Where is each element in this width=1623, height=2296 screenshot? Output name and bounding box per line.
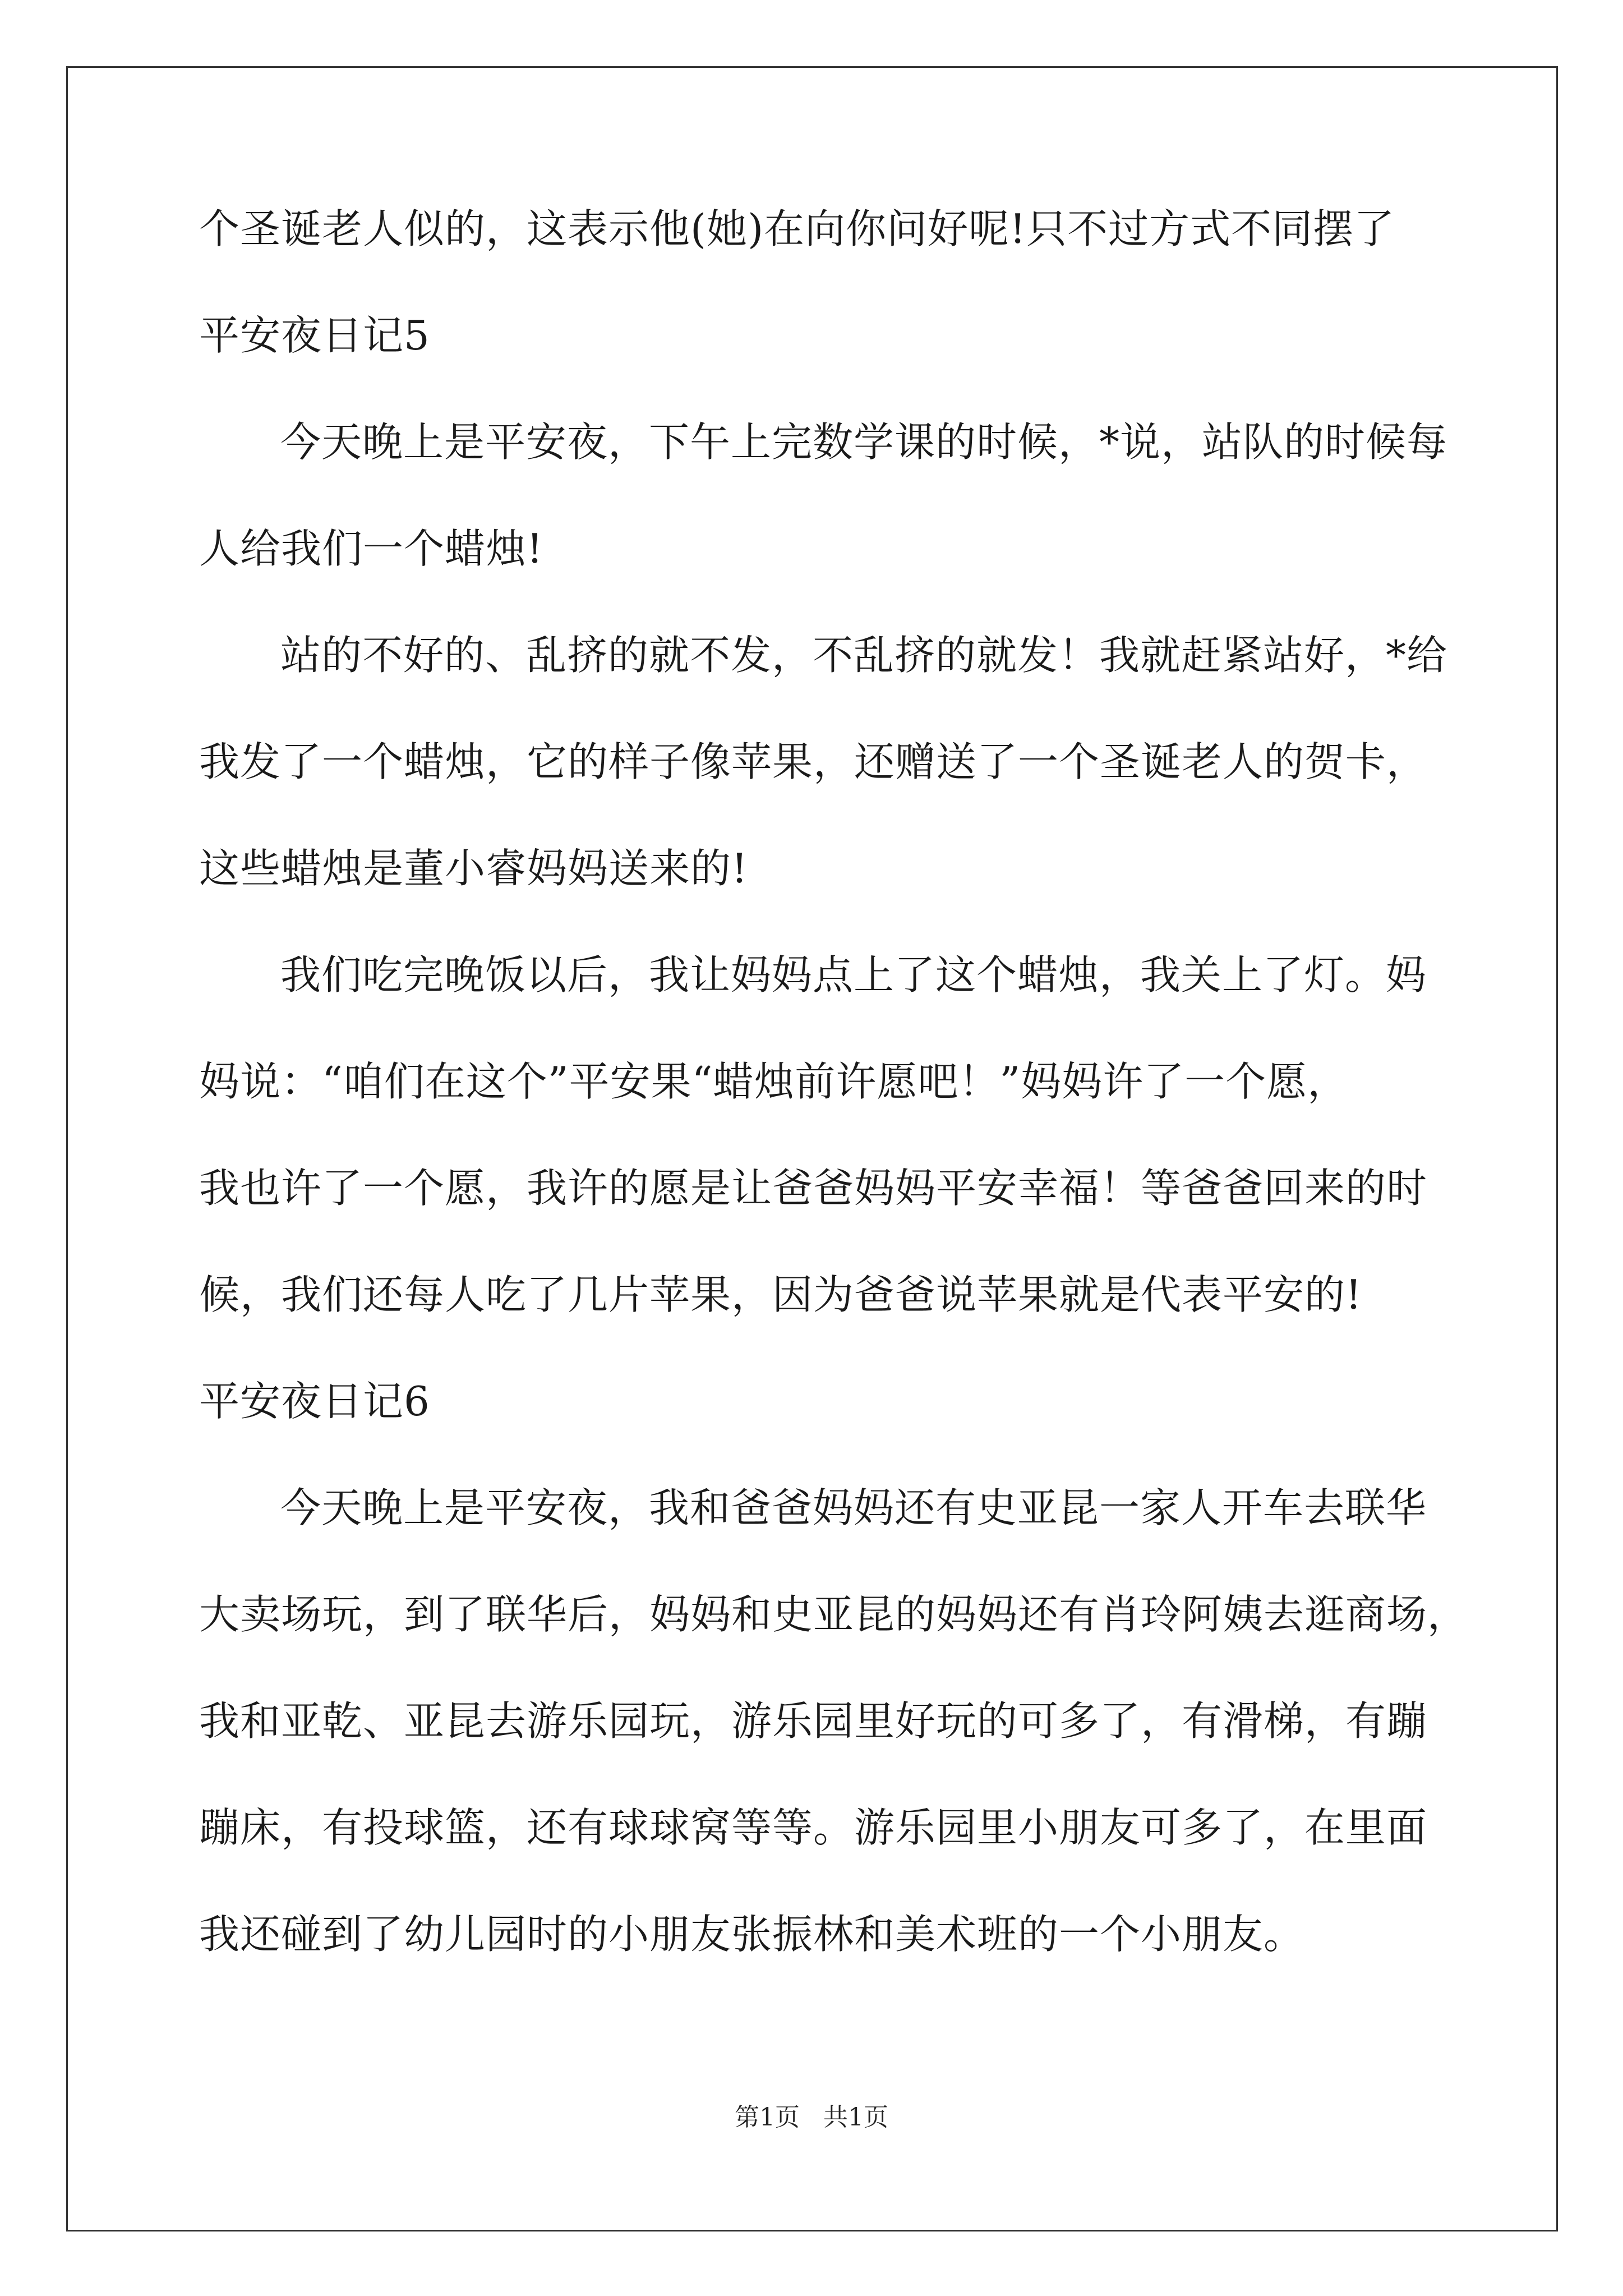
body-text-line: 妈说：“咱们在这个”平安果“蜡烛前许愿吧！”妈妈许了一个愿，: [199, 1058, 1349, 1105]
document-body: [199, 202, 1469, 1961]
body-text-line: 个圣诞老人似的，这表示他(她)在向你问好呢!只不过方式不同摆了: [199, 205, 1395, 252]
section-heading: 平安夜日记6: [199, 1378, 430, 1425]
body-text-line: 大卖场玩，到了联华后，妈妈和史亚昆的妈妈还有肖玲阿姨去逛商场，: [199, 1591, 1469, 1638]
body-text-line: 我也许了一个愿，我许的愿是让爸爸妈妈平安幸福！等爸爸回来的时: [199, 1165, 1428, 1212]
body-text-line: 我和亚乾、亚昆去游乐园玩，游乐园里好玩的可多了，有滑梯，有蹦: [199, 1697, 1428, 1745]
body-text-line: 这些蜡烛是董小睿妈妈送来的!: [199, 845, 748, 892]
body-text-line: 蹦床，有投球篮，还有球球窝等等。游乐园里小朋友可多了，在里面: [199, 1804, 1428, 1851]
body-text-line: 站的不好的、乱挤的就不发，不乱挤的就发！我就赶紧站好，*给: [280, 632, 1448, 679]
section-heading: 平安夜日记5: [199, 312, 430, 359]
body-text-line: 人给我们一个蜡烛!: [199, 525, 543, 572]
page-number-footer: 第1页 共1页: [735, 2103, 888, 2132]
body-text-line: 今天晚上是平安夜，下午上完数学课的时候，*说，站队的时候每: [280, 418, 1448, 466]
body-text-line: 我还碰到了幼儿园时的小朋友张振林和美术班的一个小朋友。: [199, 1911, 1305, 1958]
body-text-line: 我发了一个蜡烛，它的样子像苹果，还赠送了一个圣诞老人的贺卡，: [199, 738, 1428, 785]
body-text-line: 今天晚上是平安夜，我和爸爸妈妈还有史亚昆一家人开车去联华: [280, 1484, 1427, 1531]
body-text-line: 候，我们还每人吃了几片苹果，因为爸爸说苹果就是代表平安的!: [199, 1271, 1362, 1318]
body-text-line: 我们吃完晚饭以后，我让妈妈点上了这个蜡烛，我关上了灯。妈: [280, 951, 1427, 999]
